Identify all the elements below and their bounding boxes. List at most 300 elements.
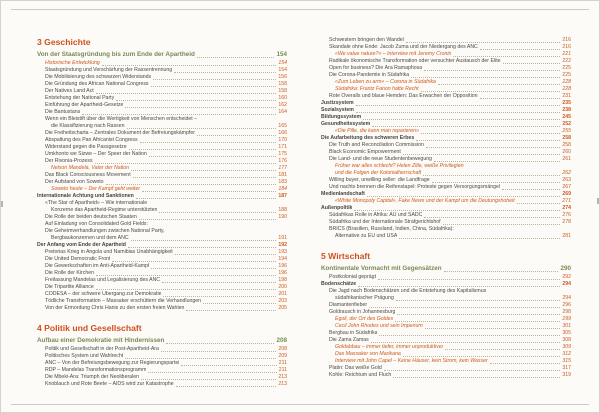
toc-entry-label: Die Rolle der beiden deutschen Staaten bbox=[45, 214, 137, 220]
toc-row-cont bbox=[37, 200, 287, 207]
toc-entry-label: Auf Einladung von Consolidated Gold Fields: bbox=[45, 221, 148, 227]
toc-row-entry bbox=[37, 284, 287, 291]
page-number: 317 bbox=[562, 365, 571, 371]
toc-entry-label: «Die Pille, die kann man reparieren» bbox=[335, 128, 419, 134]
toc-entry-label: Interview mit John Capel – Keine Häuser, kein Strom, kein Wasser bbox=[335, 358, 488, 364]
page-number: 205 bbox=[278, 305, 287, 311]
dot-leader bbox=[148, 372, 276, 373]
toc-entry-label: Willing buyer, unwilling seller: die Landfrage bbox=[329, 177, 430, 183]
page-number: 245 bbox=[562, 114, 571, 120]
dot-leader bbox=[163, 296, 276, 297]
dot-leader bbox=[403, 356, 561, 357]
dot-leader bbox=[453, 56, 560, 57]
toc-entry-label: Außenpolitik bbox=[321, 205, 353, 211]
page-number: 193 bbox=[278, 249, 287, 255]
page-number: 165 bbox=[278, 123, 287, 129]
dot-leader bbox=[432, 182, 561, 183]
page-number: 211 bbox=[278, 367, 287, 373]
dot-leader bbox=[128, 247, 276, 248]
page-number: 225 bbox=[562, 65, 571, 71]
toc-entry-label: Tödliche Transformation – Massaker erschüttern die Verhandlungen bbox=[45, 298, 201, 304]
toc-row-subsection bbox=[321, 135, 571, 142]
toc-entry-label: Und nachts brennen die Reifenstapel: Proteste gegen Versorgungsmängel bbox=[329, 184, 501, 190]
toc-row-entry bbox=[321, 274, 571, 281]
page-number: 177 bbox=[278, 165, 287, 171]
page-number: 166 bbox=[278, 130, 287, 136]
dot-leader bbox=[175, 254, 277, 255]
toc-row-entry bbox=[37, 207, 287, 214]
dot-leader bbox=[174, 72, 276, 73]
toc-entry-label: Alternative zu EU und USA bbox=[335, 233, 398, 239]
page-number: 305 bbox=[562, 330, 571, 336]
toc-row-cont bbox=[37, 221, 287, 228]
dot-leader bbox=[95, 163, 277, 164]
toc-row-subsection bbox=[321, 114, 571, 121]
top-rule bbox=[11, 9, 589, 10]
dot-leader bbox=[203, 303, 276, 304]
dot-leader bbox=[421, 133, 560, 134]
toc-row-highlight bbox=[321, 163, 571, 170]
dot-leader bbox=[125, 358, 276, 359]
page-number: 281 bbox=[562, 233, 571, 239]
dot-leader bbox=[197, 57, 275, 58]
dot-leader bbox=[517, 203, 561, 204]
toc-entry-label: Die Gründung des African National Congress bbox=[45, 81, 149, 87]
toc-entry-label: Goldrausch in Johannesburg bbox=[329, 309, 396, 315]
toc-row-entry bbox=[37, 381, 287, 388]
toc-entry-label: Diamantenfieber bbox=[329, 302, 368, 308]
page-number: 198 bbox=[278, 277, 287, 283]
toc-row-entry bbox=[37, 88, 287, 95]
dot-leader bbox=[480, 98, 561, 99]
toc-entry-label: «White Monopoly Capital», Fake News und der Kampf um die Deutungshoheit bbox=[335, 198, 515, 204]
toc-entry-label: Die Gewerkschaften im Anti-Apartheid-Kampf bbox=[45, 263, 150, 269]
toc-entry-label: 3 Geschichte bbox=[37, 37, 91, 47]
dot-leader bbox=[443, 224, 561, 225]
dot-leader bbox=[434, 161, 560, 162]
toc-entry-label: Soweto heute – Der Kampf geht weiter bbox=[51, 186, 141, 192]
toc-row-entry bbox=[37, 74, 287, 81]
bottom-rule bbox=[11, 404, 589, 405]
toc-row-highlight bbox=[321, 316, 571, 323]
toc-row-entry bbox=[321, 184, 571, 191]
toc-entry-label: Internationale Ächtung und Sanktionen bbox=[37, 193, 134, 199]
dot-leader bbox=[141, 379, 276, 380]
page-number: 296 bbox=[562, 302, 571, 308]
page-number: 309 bbox=[562, 344, 571, 350]
toc-entry-label: Bergbau in Südafrika bbox=[329, 330, 378, 336]
toc-entry-label: Die Truth and Reconciliation Commission bbox=[329, 142, 424, 148]
dot-leader bbox=[416, 140, 560, 141]
dot-leader bbox=[444, 271, 559, 272]
dot-leader bbox=[426, 147, 560, 148]
toc-entry-label: Postkolonial geprägt bbox=[329, 274, 377, 280]
dot-leader bbox=[367, 196, 561, 197]
toc-row-entry bbox=[37, 172, 287, 179]
dot-leader bbox=[490, 363, 561, 364]
toc-row-entry bbox=[37, 109, 287, 116]
toc-entry-label: Justizsystem bbox=[321, 100, 354, 106]
dot-leader bbox=[502, 189, 560, 190]
toc-row-highlight bbox=[321, 128, 571, 135]
dot-leader bbox=[166, 343, 274, 344]
toc-entry-label: Aufbau einer Demokratie mit Hindernissen bbox=[37, 337, 165, 344]
dot-leader bbox=[96, 289, 277, 290]
toc-row-entry bbox=[37, 151, 287, 158]
toc-entry-label: Konzerne das Apartheid-Regime unterstützten bbox=[51, 207, 158, 213]
page-number: 228 bbox=[562, 86, 571, 92]
page-number: 208 bbox=[278, 346, 287, 352]
dot-leader bbox=[153, 79, 276, 80]
page-number: 154 bbox=[276, 51, 287, 58]
dot-leader bbox=[372, 126, 560, 127]
toc-row-subsection bbox=[321, 205, 571, 212]
toc-row-cont bbox=[321, 288, 571, 295]
toc-entry-label: Sozialsystem bbox=[321, 107, 354, 113]
page-number: 235 bbox=[562, 100, 571, 106]
toc-pages bbox=[37, 37, 571, 400]
dot-leader bbox=[480, 49, 561, 50]
toc-row-entry bbox=[37, 137, 287, 144]
page-number: 203 bbox=[278, 298, 287, 304]
page-number: 290 bbox=[560, 265, 571, 272]
toc-row-entry bbox=[321, 302, 571, 309]
toc-row-entry bbox=[321, 149, 571, 156]
dot-leader bbox=[354, 210, 560, 211]
toc-row-highlight bbox=[321, 86, 571, 93]
toc-row-highlight bbox=[321, 198, 571, 205]
toc-entry-label: Südafrikas Rolle in Afrika: AU und SADC bbox=[329, 212, 423, 218]
dot-leader bbox=[176, 386, 277, 387]
toc-entry-label: Die Tripartite Alliance bbox=[45, 284, 94, 290]
dot-leader bbox=[395, 321, 560, 322]
dot-leader bbox=[102, 65, 277, 66]
dot-leader bbox=[406, 42, 561, 43]
dot-leader bbox=[423, 175, 560, 176]
toc-entry-label: Open for business? Die Ära Ramaphosa bbox=[329, 65, 423, 71]
dot-leader bbox=[421, 91, 561, 92]
toc-row-entry bbox=[321, 330, 571, 337]
toc-entry-label: Von der Staatsgründung bis zum Ende der Apartheid bbox=[37, 51, 195, 58]
toc-row-entry bbox=[37, 81, 287, 88]
toc-row-cont bbox=[37, 228, 287, 235]
dot-leader bbox=[399, 238, 560, 239]
dot-leader bbox=[131, 170, 276, 171]
toc-entry-label: Schwestern bringen den Wandel bbox=[329, 37, 404, 43]
page-number: 209 bbox=[278, 353, 287, 359]
toc-entry-label: «Zum Leben zu arm» – Corona in Südafrika bbox=[335, 79, 436, 85]
toc-row-entry bbox=[37, 235, 287, 242]
dot-leader bbox=[140, 142, 277, 143]
page-number: 258 bbox=[562, 135, 571, 141]
dot-leader bbox=[161, 351, 276, 352]
dot-leader bbox=[116, 100, 276, 101]
dot-leader bbox=[384, 370, 561, 371]
page-number: 213 bbox=[278, 374, 287, 380]
toc-entry-label: Abspaltung des Pan Africanist Congress bbox=[45, 137, 138, 143]
page-number: 162 bbox=[278, 102, 287, 108]
page-number: 158 bbox=[278, 88, 287, 94]
toc-entry-label: Medienlandschaft bbox=[321, 191, 365, 197]
dot-leader bbox=[445, 349, 560, 350]
page-number: 187 bbox=[278, 193, 287, 199]
toc-row-highlight bbox=[321, 344, 571, 351]
page-number: 263 bbox=[562, 177, 571, 183]
toc-row-entry bbox=[37, 144, 287, 151]
page-number: 252 bbox=[562, 121, 571, 127]
page-number: 184 bbox=[278, 186, 287, 192]
page-number: 294 bbox=[562, 295, 571, 301]
toc-entry-label: die Klassifizierung nach Rassen bbox=[51, 123, 125, 129]
toc-entry-label: RDP – Mandelas Transformationsprogramm bbox=[45, 367, 147, 373]
page-number: 261 bbox=[562, 156, 571, 162]
toc-row-entry bbox=[321, 295, 571, 302]
toc-row-entry bbox=[37, 102, 287, 109]
page-number: 190 bbox=[278, 214, 287, 220]
toc-entry-label: Wenn ein Bleistift über die Wertigkeit von Menschen entscheidet – bbox=[45, 116, 198, 122]
dot-leader bbox=[438, 84, 560, 85]
toc-row-entry bbox=[37, 130, 287, 137]
toc-row-highlight bbox=[321, 351, 571, 358]
toc-entry-label: Bergbaukonzernen und dem ANC bbox=[51, 235, 129, 241]
page-number: 192 bbox=[278, 242, 287, 248]
page-number: 208 bbox=[276, 337, 287, 344]
toc-entry-label: Die Land- und die neue Studentenbewegung bbox=[329, 156, 432, 162]
toc-row-entry bbox=[321, 142, 571, 149]
dot-leader bbox=[378, 279, 560, 280]
dot-leader bbox=[356, 105, 561, 106]
page-number: 299 bbox=[562, 316, 571, 322]
page-number: 278 bbox=[562, 219, 571, 225]
page-number: 255 bbox=[562, 128, 571, 134]
toc-entry-label: und die Folgen der Kolonialherrschaft bbox=[335, 170, 422, 176]
dot-leader bbox=[369, 307, 560, 308]
toc-row-entry bbox=[321, 72, 571, 79]
page-number: 301 bbox=[562, 323, 571, 329]
dot-leader bbox=[131, 240, 277, 241]
page-number: 176 bbox=[278, 158, 287, 164]
page-number: 200 bbox=[278, 284, 287, 290]
page-number: 315 bbox=[562, 358, 571, 364]
toc-row-entry bbox=[37, 67, 287, 74]
page-number: 269 bbox=[562, 191, 571, 197]
dot-leader bbox=[358, 286, 560, 287]
toc-left-page bbox=[37, 37, 287, 400]
toc-row-highlight bbox=[321, 79, 571, 86]
page-number: 164 bbox=[278, 109, 287, 115]
page-number: 274 bbox=[562, 205, 571, 211]
page-number: 258 bbox=[562, 142, 571, 148]
toc-entry-label: Freilassung Mandelas und Legalisierung des ANC bbox=[45, 277, 161, 283]
page-number: 312 bbox=[562, 351, 571, 357]
toc-row-entry bbox=[321, 65, 571, 72]
toc-entry-label: Historische Entwicklung bbox=[45, 60, 100, 66]
toc-row-entry bbox=[37, 214, 287, 221]
toc-entry-label: «The Star of Apartheid» – Wie internationale bbox=[45, 200, 148, 206]
toc-entry-label: Das Massaker von Marikana bbox=[335, 351, 401, 357]
page-number: 216 bbox=[562, 37, 571, 43]
toc-entry-label: Rote Overalls und blaue Hemden: Das Erwachen der Opposition bbox=[329, 93, 478, 99]
page-number: 238 bbox=[562, 107, 571, 113]
page-number: 201 bbox=[278, 291, 287, 297]
toc-row-highlight bbox=[37, 60, 287, 67]
toc-row-entry bbox=[37, 270, 287, 277]
dot-leader bbox=[396, 300, 561, 301]
dot-leader bbox=[424, 217, 560, 218]
page-number: 160 bbox=[278, 95, 287, 101]
toc-row-highlight bbox=[321, 51, 571, 58]
toc-row-entry bbox=[37, 367, 287, 374]
toc-row-subsection bbox=[321, 107, 571, 114]
toc-entry-label: Staatsgründung und Verschärfung der Rassentrennung bbox=[45, 67, 173, 73]
toc-row-entry bbox=[321, 37, 571, 44]
page-number: 183 bbox=[278, 179, 287, 185]
toc-entry-label: Kontinentale Vormacht mit Gegensätzen bbox=[321, 265, 442, 272]
toc-row-entry bbox=[321, 219, 571, 226]
toc-entry-label: Entstehung der National Party bbox=[45, 95, 115, 101]
toc-row-entry bbox=[321, 177, 571, 184]
toc-entry-label: 4 Politik und Gesellschaft bbox=[37, 323, 142, 333]
toc-row-subsection bbox=[37, 242, 287, 249]
toc-row-entry bbox=[37, 249, 287, 256]
toc-row-cont bbox=[321, 226, 571, 233]
toc-entry-label: BRICS (Brasilien, Russland, Indien, China, Südafrika): bbox=[329, 226, 454, 232]
toc-entry-label: Die Geheimverhandlungen zwischen National Party, bbox=[45, 228, 165, 234]
dot-leader bbox=[136, 198, 277, 199]
toc-entry-label: Die Jagd nach Bodenschätzen und die Entstehung des Kapitalismus bbox=[329, 288, 487, 294]
toc-row-entry bbox=[321, 58, 571, 65]
dot-leader bbox=[186, 310, 276, 311]
page-number: 154 bbox=[278, 60, 287, 66]
page-number: 216 bbox=[562, 44, 571, 50]
toc-row-entry bbox=[37, 123, 287, 130]
toc-entry-label: Die Rolle der Kirchen bbox=[45, 270, 95, 276]
toc-row-chapter bbox=[37, 323, 287, 333]
page-number: 175 bbox=[278, 151, 287, 157]
page-edge-mark bbox=[597, 198, 599, 204]
toc-entry-label: Der Natives Land Act bbox=[45, 88, 94, 94]
toc-row-entry bbox=[37, 277, 287, 284]
dot-leader bbox=[424, 70, 560, 71]
page-number: 191 bbox=[278, 235, 287, 241]
toc-entry-label: Von der Ermordung Chris Hanis zu den ersten freien Wahlen bbox=[45, 305, 185, 311]
dot-leader bbox=[411, 77, 560, 78]
toc-row-entry bbox=[321, 309, 571, 316]
toc-entry-label: Bildungssystem bbox=[321, 114, 362, 120]
toc-entry-label: Widerstand gegen die Passgesetze bbox=[45, 144, 127, 150]
toc-entry-label: Cecil John Rhodes und sein Imperium bbox=[335, 323, 423, 329]
toc-row-entry bbox=[37, 360, 287, 367]
dot-leader bbox=[82, 114, 276, 115]
page-number: 298 bbox=[562, 309, 571, 315]
page-number: 267 bbox=[562, 184, 571, 190]
toc-row-entry bbox=[37, 353, 287, 360]
toc-row-highlight bbox=[321, 323, 571, 330]
toc-row-entry bbox=[37, 291, 287, 298]
toc-entry-label: «We value nature?» – Interview mit Jeremy Cronin bbox=[335, 51, 452, 57]
page-number: 170 bbox=[278, 137, 287, 143]
toc-row-entry bbox=[321, 233, 571, 240]
toc-row-entry bbox=[321, 44, 571, 51]
toc-row-entry bbox=[37, 263, 287, 270]
toc-row-entry bbox=[37, 346, 287, 353]
toc-entry-label: Platin: Das weiße Gold bbox=[329, 365, 382, 371]
page-number: 231 bbox=[562, 93, 571, 99]
page-number: 222 bbox=[562, 58, 571, 64]
dot-leader bbox=[96, 275, 276, 276]
dot-leader bbox=[106, 184, 277, 185]
toc-right-page bbox=[321, 37, 571, 400]
toc-row-entry bbox=[321, 93, 571, 100]
toc-entry-label: Die Aufarbeitung des schweren Erbes bbox=[321, 135, 415, 141]
toc-entry-label: Umkhonto we Sizwe – Der Speer der Nation bbox=[45, 151, 147, 157]
dot-leader bbox=[125, 107, 276, 108]
page-number: 225 bbox=[562, 72, 571, 78]
toc-row-section bbox=[321, 264, 571, 273]
toc-row-entry bbox=[37, 374, 287, 381]
toc-entry-label: Pretorias Krieg in Angola und Namibias Unabhängigkeit bbox=[45, 249, 173, 255]
toc-entry-label: Bodenschätze bbox=[321, 281, 357, 287]
toc-entry-label: Die Corona-Pandemie in Südafrika bbox=[329, 72, 410, 78]
toc-row-entry bbox=[321, 337, 571, 344]
page-number: 188 bbox=[278, 207, 287, 213]
dot-leader bbox=[151, 268, 276, 269]
page-number: 271 bbox=[562, 198, 571, 204]
toc-entry-label: Einführung der Apartheid-Gesetze bbox=[45, 102, 124, 108]
dot-leader bbox=[142, 191, 276, 192]
dot-leader bbox=[96, 93, 277, 94]
toc-entry-label: Die Bantustans bbox=[45, 109, 81, 115]
toc-row-entry bbox=[37, 179, 287, 186]
toc-entry-label: Südafrika und der Internationale Strafgerichtshof bbox=[329, 219, 441, 225]
toc-entry-label: Der Rivonia-Prozess bbox=[45, 158, 93, 164]
toc-entry-label: Black Economic Empowerment bbox=[329, 149, 401, 155]
toc-entry-label: Die Zama Zamas bbox=[329, 337, 369, 343]
toc-entry-label: Der Aufstand von Soweto bbox=[45, 179, 104, 185]
page-number: 171 bbox=[278, 144, 287, 150]
toc-row-entry bbox=[321, 372, 571, 379]
toc-row-entry bbox=[321, 156, 571, 163]
toc-entry-label: Nelson Mandela, Vater der Nation bbox=[51, 165, 129, 171]
dot-leader bbox=[503, 63, 561, 64]
toc-entry-label: Die Freiheitscharta – Zentrales Dokument der Befreiungskämpfer bbox=[45, 130, 195, 136]
toc-entry-label: Knoblauch und Rote Beete – AIDS wird zur Katastrophe bbox=[45, 381, 174, 387]
toc-row-subsection bbox=[321, 121, 571, 128]
dot-leader bbox=[393, 377, 560, 378]
dot-leader bbox=[151, 86, 277, 87]
toc-entry-label: Politisches System und Wahlrecht bbox=[45, 353, 124, 359]
toc-row-chapter bbox=[321, 251, 571, 261]
page-number: 196 bbox=[278, 263, 287, 269]
page-number: 262 bbox=[562, 170, 571, 176]
dot-leader bbox=[397, 314, 560, 315]
dot-leader bbox=[425, 328, 561, 329]
page-number: 156 bbox=[278, 74, 287, 80]
page-edge-mark bbox=[1, 201, 3, 207]
dot-leader bbox=[149, 156, 277, 157]
toc-row-highlight bbox=[37, 165, 287, 172]
page-number: 294 bbox=[562, 281, 571, 287]
toc-row-section bbox=[37, 50, 287, 59]
toc-row-chapter bbox=[37, 37, 287, 47]
toc-entry-label: Goldabbau – immer tiefer, immer unproduktiver bbox=[335, 344, 444, 350]
toc-row-entry bbox=[321, 365, 571, 372]
toc-row-subsection bbox=[321, 191, 571, 198]
toc-entry-label: ANC – Von der Befreiungsbewegung zur Regierungspartei bbox=[45, 360, 180, 366]
toc-entry-label: südafrikanischer Prägung bbox=[335, 295, 394, 301]
toc-row-entry bbox=[37, 305, 287, 312]
toc-entry-label: Egoli, der Ort des Goldes bbox=[335, 316, 394, 322]
